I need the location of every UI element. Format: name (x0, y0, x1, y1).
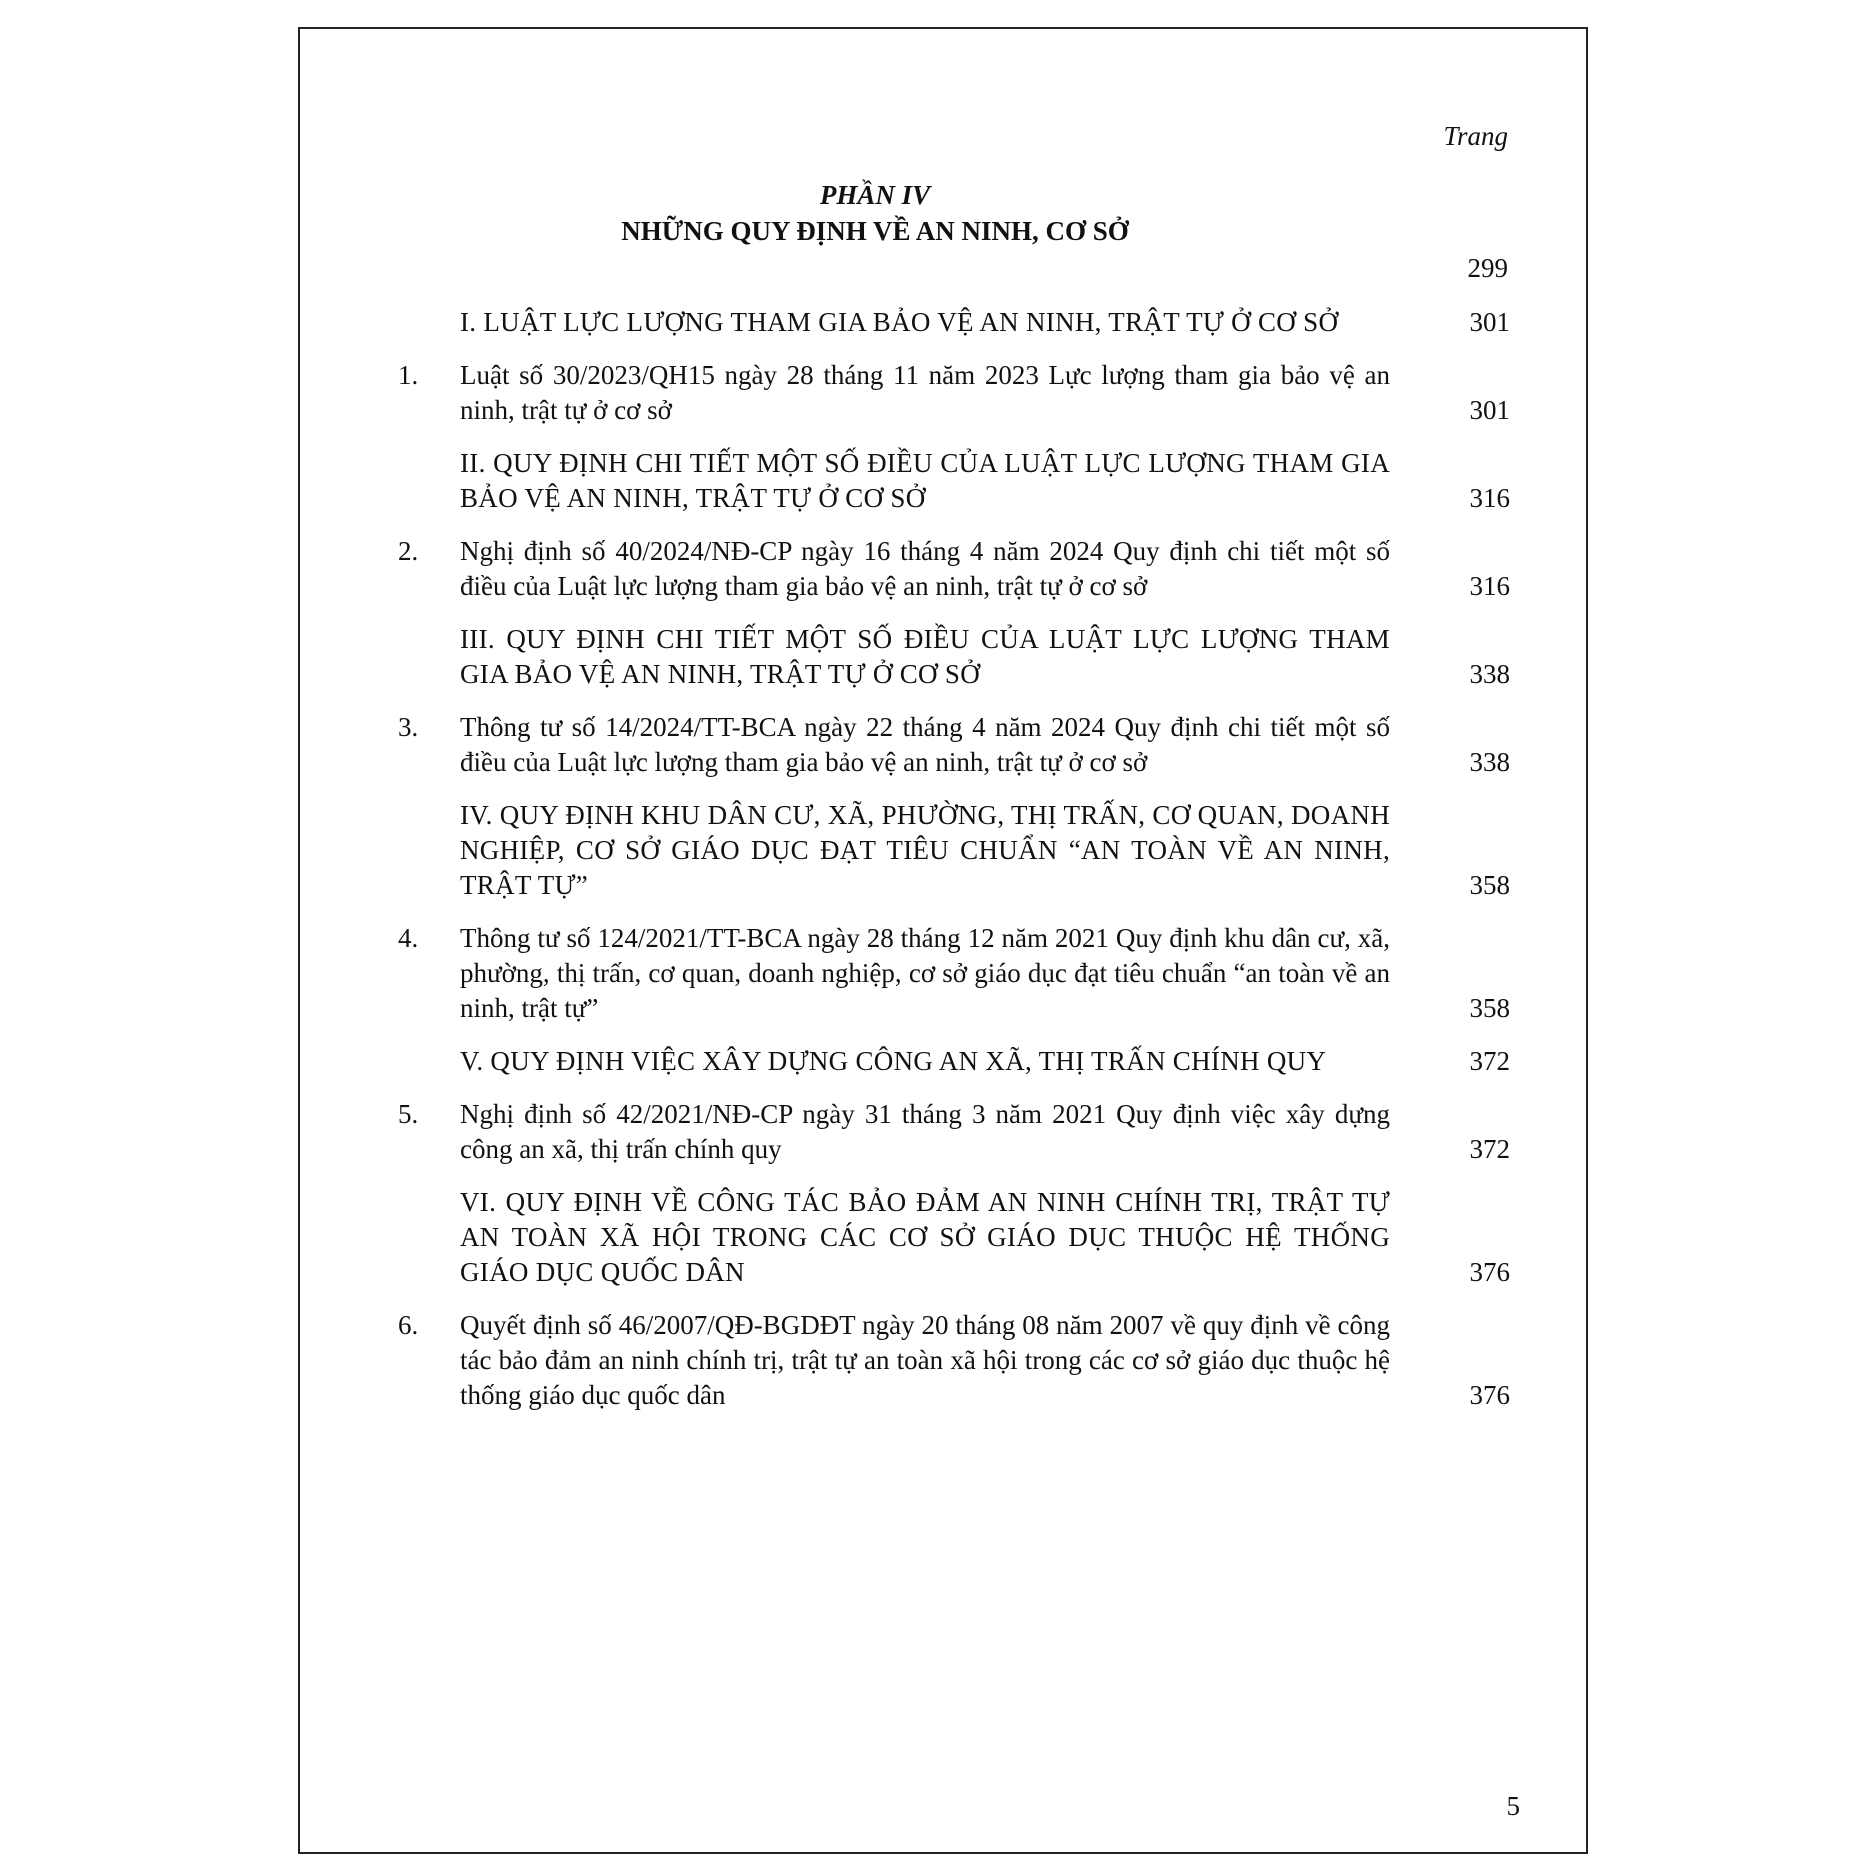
toc-entry-page: 358 (1469, 993, 1510, 1023)
toc-entry-text: Nghị định số 40/2024/NĐ-CP ngày 16 tháng 4 năm 2024 Quy định chi tiết một số điều của Luật lực lượng tham gia bảo vệ an ninh, trật tự ở cơ sở (460, 536, 1390, 601)
toc-entry-number: 2. (398, 536, 419, 566)
toc-entry-page: 372 (1469, 1046, 1510, 1076)
part-title: NHỮNG QUY ĐỊNH VỀ AN NINH, CƠ SỞ (621, 216, 1129, 246)
toc-entry-number: 3. (398, 712, 419, 742)
part-number: PHẦN IV (819, 180, 931, 210)
toc-entry-page: 301 (1469, 395, 1510, 425)
part-page-number: 299 (1467, 253, 1508, 283)
toc-entry-section-3[interactable] (300, 622, 1590, 692)
toc-entry-page: 316 (1469, 571, 1510, 601)
toc-entry-doc-1[interactable] (300, 358, 1590, 428)
table-of-contents (300, 305, 1590, 1431)
toc-entry-doc-5[interactable] (300, 1097, 1590, 1167)
toc-entry-page: 376 (1469, 1380, 1510, 1410)
toc-entry-page: 316 (1469, 483, 1510, 513)
part-heading (460, 177, 1290, 249)
toc-entry-page: 376 (1469, 1257, 1510, 1287)
toc-entry-text: II. QUY ĐỊNH CHI TIẾT MỘT SỐ ĐIỀU CỦA LUẬT LỰC LƯỢNG THAM GIA BẢO VỆ AN NINH, TRẬT TỰ Ở CƠ SỞ (460, 448, 1390, 513)
toc-entry-doc-3[interactable] (300, 710, 1590, 780)
toc-entry-section-6[interactable] (300, 1185, 1590, 1290)
toc-entry-page: 372 (1469, 1134, 1510, 1164)
document-page (298, 27, 1588, 1854)
footer-page-number: 5 (1506, 1791, 1520, 1821)
toc-entry-number: 6. (398, 1310, 419, 1340)
toc-entry-text: Nghị định số 42/2021/NĐ-CP ngày 31 tháng 3 năm 2021 Quy định việc xây dựng công an xã, thị trấn chính quy (460, 1099, 1390, 1164)
toc-entry-number: 5. (398, 1099, 419, 1129)
toc-entry-section-4[interactable] (300, 798, 1590, 903)
toc-entry-text: V. QUY ĐỊNH VIỆC XÂY DỰNG CÔNG AN XÃ, THỊ TRẤN CHÍNH QUY (460, 1046, 1327, 1076)
toc-entry-section-5[interactable] (300, 1044, 1590, 1079)
toc-entry-doc-6[interactable] (300, 1308, 1590, 1413)
toc-entry-doc-2[interactable] (300, 534, 1590, 604)
toc-entry-number: 4. (398, 923, 419, 953)
toc-entry-number: 1. (398, 360, 419, 390)
toc-entry-section-2[interactable] (300, 446, 1590, 516)
page-column-label: Trang (1443, 121, 1508, 151)
toc-entry-text: I. LUẬT LỰC LƯỢNG THAM GIA BẢO VỆ AN NINH, TRẬT TỰ Ở CƠ SỞ (460, 307, 1339, 337)
toc-entry-text: III. QUY ĐỊNH CHI TIẾT MỘT SỐ ĐIỀU CỦA LUẬT LỰC LƯỢNG THAM GIA BẢO VỆ AN NINH, TRẬT TỰ Ở CƠ SỞ (460, 624, 1390, 689)
toc-entry-text: Luật số 30/2023/QH15 ngày 28 tháng 11 năm 2023 Lực lượng tham gia bảo vệ an ninh, trật tự ở cơ sở (460, 360, 1390, 425)
toc-entry-page: 338 (1469, 747, 1510, 777)
toc-entry-text: VI. QUY ĐỊNH VỀ CÔNG TÁC BẢO ĐẢM AN NINH CHÍNH TRỊ, TRẬT TỰ AN TOÀN XÃ HỘI TRONG CÁC CƠ SỞ GIÁO DỤC THUỘC HỆ THỐNG GIÁO DỤC QUỐC DÂN (460, 1187, 1390, 1287)
toc-entry-page: 301 (1469, 307, 1510, 337)
toc-entry-section-1[interactable] (300, 305, 1590, 340)
toc-entry-text: IV. QUY ĐỊNH KHU DÂN CƯ, XÃ, PHƯỜNG, THỊ TRẤN, CƠ QUAN, DOANH NGHIỆP, CƠ SỞ GIÁO DỤC ĐẠT TIÊU CHUẨN “AN TOÀN VỀ AN NINH, TRẬT TỰ” (460, 800, 1390, 900)
toc-entry-page: 338 (1469, 659, 1510, 689)
toc-entry-doc-4[interactable] (300, 921, 1590, 1026)
toc-entry-text: Quyết định số 46/2007/QĐ-BGDĐT ngày 20 tháng 08 năm 2007 về quy định về công tác bảo đảm an ninh chính trị, trật tự an toàn xã hội trong các cơ sở giáo dục thuộc hệ thống giáo dục quốc dân (460, 1310, 1390, 1410)
toc-entry-text: Thông tư số 124/2021/TT-BCA ngày 28 tháng 12 năm 2021 Quy định khu dân cư, xã, phường, thị trấn, cơ quan, doanh nghiệp, cơ sở giáo dục đạt tiêu chuẩn “an toàn về an ninh, trật tự” (460, 923, 1390, 1023)
toc-entry-page: 358 (1469, 870, 1510, 900)
toc-entry-text: Thông tư số 14/2024/TT-BCA ngày 22 tháng 4 năm 2024 Quy định chi tiết một số điều của Luật lực lượng tham gia bảo vệ an ninh, trật tự ở cơ sở (460, 712, 1390, 777)
